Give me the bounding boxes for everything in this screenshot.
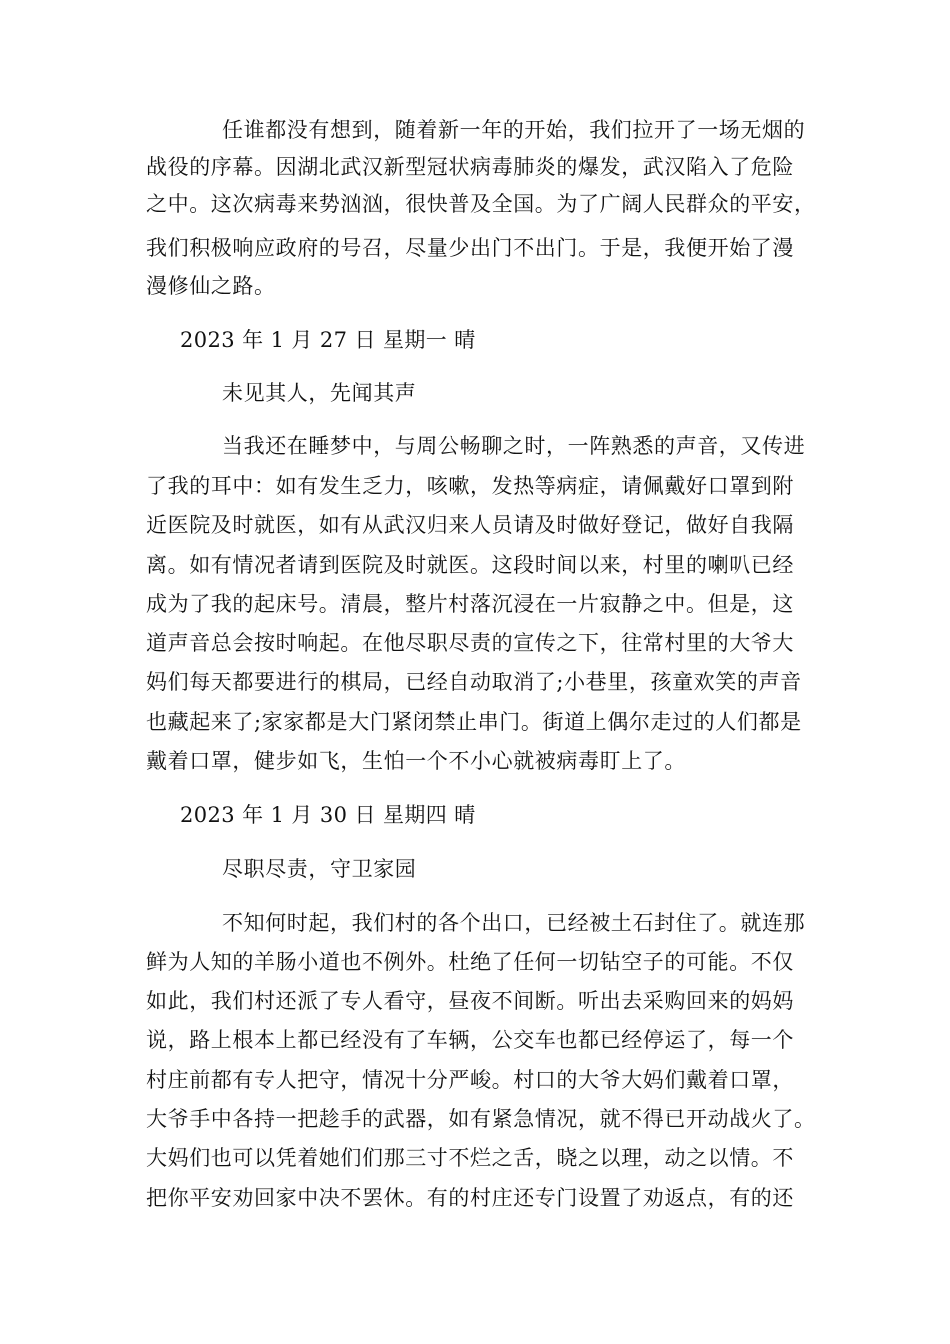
intro-line-5: 漫修仙之路。 xyxy=(146,274,276,298)
entry1-line-7: 妈们每天都要进行的棋局，已经自动取消了;小巷里，孩童欢笑的声音 xyxy=(146,670,802,694)
entry2-date: 2023 年 1 月 30 日 星期四 晴 xyxy=(180,803,476,827)
entry2-line-3: 如此，我们村还派了专人看守，昼夜不间断。听出去采购回来的妈妈 xyxy=(146,989,794,1013)
entry1-line-4: 离。如有情况者请到医院及时就医。这段时间以来，村里的喇叭已经 xyxy=(146,553,794,577)
entry2-line-6: 大爷手中各持一把趁手的武器，如有紧急情况，就不得已开动战火了。 xyxy=(146,1107,816,1131)
entry1-line-5: 成为了我的起床号。清晨，整片村落沉浸在一片寂静之中。但是，这 xyxy=(146,592,794,616)
entry2-line-2: 鲜为人知的羊肠小道也不例外。杜绝了任何一切钻空子的可能。不仅 xyxy=(146,950,794,974)
intro-line-4: 我们积极响应政府的号召，尽量少出门不出门。于是，我便开始了漫 xyxy=(146,236,794,260)
entry2-line-5: 村庄前都有专人把守，情况十分严峻。村口的大爷大妈们戴着口罩， xyxy=(146,1068,794,1092)
entry1-line-2: 了我的耳中：如有发生乏力，咳嗽，发热等病症，请佩戴好口罩到附 xyxy=(146,474,794,498)
entry2-line-4: 说，路上根本上都已经没有了车辆，公交车也都已经停运了，每一个 xyxy=(146,1028,794,1052)
intro-line-3: 之中。这次病毒来势汹汹，很快普及全国。为了广阔人民群众的平安， xyxy=(146,192,816,216)
entry1-line-9: 戴着口罩，健步如飞，生怕一个不小心就被病毒盯上了。 xyxy=(146,749,686,773)
entry2-line-7: 大妈们也可以凭着她们们那三寸不烂之舌，晓之以理，动之以情。不 xyxy=(146,1146,794,1170)
entry1-title: 未见其人，先闻其声 xyxy=(222,381,417,405)
entry1-line-3: 近医院及时就医，如有从武汉归来人员请及时做好登记，做好自我隔 xyxy=(146,513,794,537)
entry1-line-8: 也藏起来了;家家都是大门紧闭禁止串门。街道上偶尔走过的人们都是 xyxy=(146,710,802,734)
entry2-line-8: 把你平安劝回家中决不罢休。有的村庄还专门设置了劝返点，有的还 xyxy=(146,1186,794,1210)
intro-line-1: 任谁都没有想到，随着新一年的开始，我们拉开了一场无烟的 xyxy=(222,118,806,142)
entry1-date: 2023 年 1 月 27 日 星期一 晴 xyxy=(180,328,476,352)
intro-line-2: 战役的序幕。因湖北武汉新型冠状病毒肺炎的爆发，武汉陷入了危险 xyxy=(146,155,794,179)
entry1-line-6: 道声音总会按时响起。在他尽职尽责的宣传之下，往常村里的大爷大 xyxy=(146,631,794,655)
entry1-line-1: 当我还在睡梦中，与周公畅聊之时，一阵熟悉的声音，又传进 xyxy=(222,434,806,458)
entry2-line-1: 不知何时起，我们村的各个出口，已经被土石封住了。就连那 xyxy=(222,911,806,935)
entry2-title: 尽职尽责，守卫家园 xyxy=(222,857,417,881)
